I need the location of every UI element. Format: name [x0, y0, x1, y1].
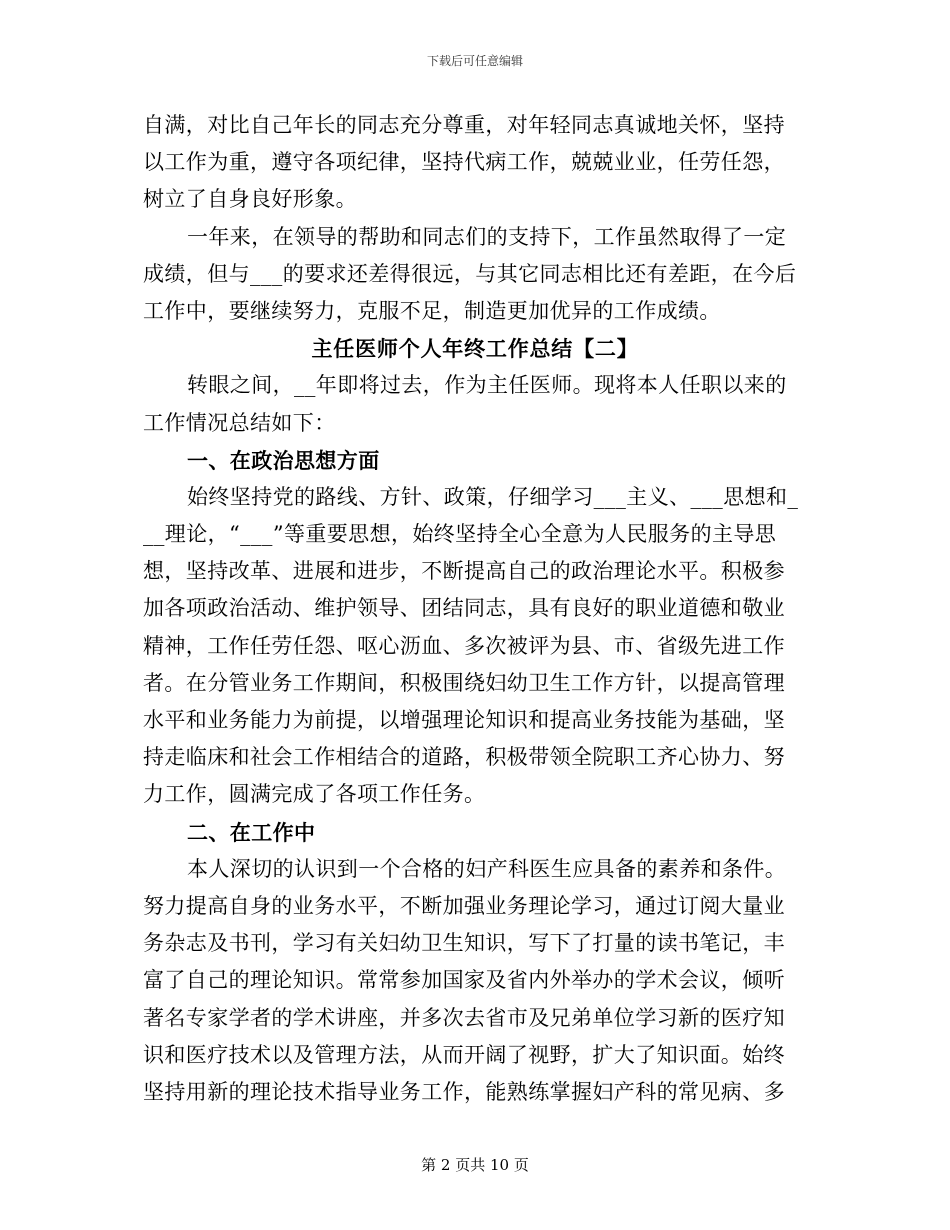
body-line: 自满，对比自己年长的同志充分尊重，对年轻同志真诚地关怀，坚持: [143, 113, 785, 137]
body-line: 水平和业务能力为前提，以增强理论知识和提高业务技能为基础，坚: [143, 708, 785, 732]
body-line: 树立了自身良好形象。: [143, 187, 357, 212]
body-line: 识和医疗技术以及管理方法，从而开阔了视野，扩大了知识面。始终: [143, 1042, 785, 1067]
body-line: 工作中，要继续努力，克服不足，制造更加优异的工作成绩。: [143, 298, 721, 323]
body-line: 者。在分管业务工作期间，积极围绕妇幼卫生工作方针，以提高管理: [143, 670, 785, 695]
body-line: 加各项政治活动、维护领导、团结同志，具有良好的职业道德和敬业: [143, 596, 785, 621]
body-line: __理论，“___”等重要思想，始终坚持全心全意为人民服务的主导思: [143, 522, 777, 547]
page-number: 第 2 页共 10 页: [421, 1156, 529, 1174]
body-line: 持走临床和社会工作相结合的道路，积极带领全院职工齐心协力、努: [143, 745, 785, 770]
body-line: 精神，工作任劳任怨、呕心沥血、多次被评为县、市、省级先进工作: [143, 633, 785, 658]
section-heading: 一、在政治思想方面: [187, 447, 380, 473]
body-line: 坚持用新的理论技术指导业务工作，能熟练掌握妇产科的常见病、多: [143, 1079, 785, 1104]
body-line: 力工作，圆满完成了各项工作任务。: [143, 782, 486, 807]
body-line: 努力提高自身的业务水平，不断加强业务理论学习，通过订阅大量业: [143, 893, 785, 918]
body-line: 工作情况总结如下：: [143, 410, 336, 435]
section-heading: 二、在工作中: [187, 819, 316, 845]
body-line: 以工作为重，遵守各项纪律，坚持代病工作，兢兢业业，任劳任怨，: [143, 150, 785, 175]
body-line: 想，坚持改革、进展和进步，不断提高自己的政治理论水平。积极参: [143, 559, 785, 584]
body-line: 著名专家学者的学术讲座，并多次去省市及兄弟单位学习新的医疗知: [143, 1005, 785, 1030]
body-line: 转眼之间，__年即将过去，作为主任医师。现将本人任职以来的: [187, 373, 787, 398]
page-header: 下载后可任意编辑: [426, 54, 523, 68]
body-line: 成绩，但与___的要求还差得很远，与其它同志相比还有差距，在今后: [143, 261, 797, 286]
body-line: 一年来，在领导的帮助和同志们的支持下，工作虽然取得了一定: [187, 224, 787, 249]
body-line: 本人深切的认识到一个合格的妇产科医生应具备的素养和条件。: [187, 856, 787, 881]
body-line: 始终坚持党的路线、方针、政策，仔细学习___主义、___思想和_: [187, 484, 799, 509]
document-body: [143, 107, 807, 1111]
section-title: 主任医师个人年终工作总结【二】: [311, 336, 639, 362]
body-line: 富了自己的理论知识。常常参加国家及省内外举办的学术会议，倾听: [143, 968, 785, 993]
body-line: 务杂志及书刊，学习有关妇幼卫生知识，写下了打量的读书笔记，丰: [143, 931, 785, 956]
